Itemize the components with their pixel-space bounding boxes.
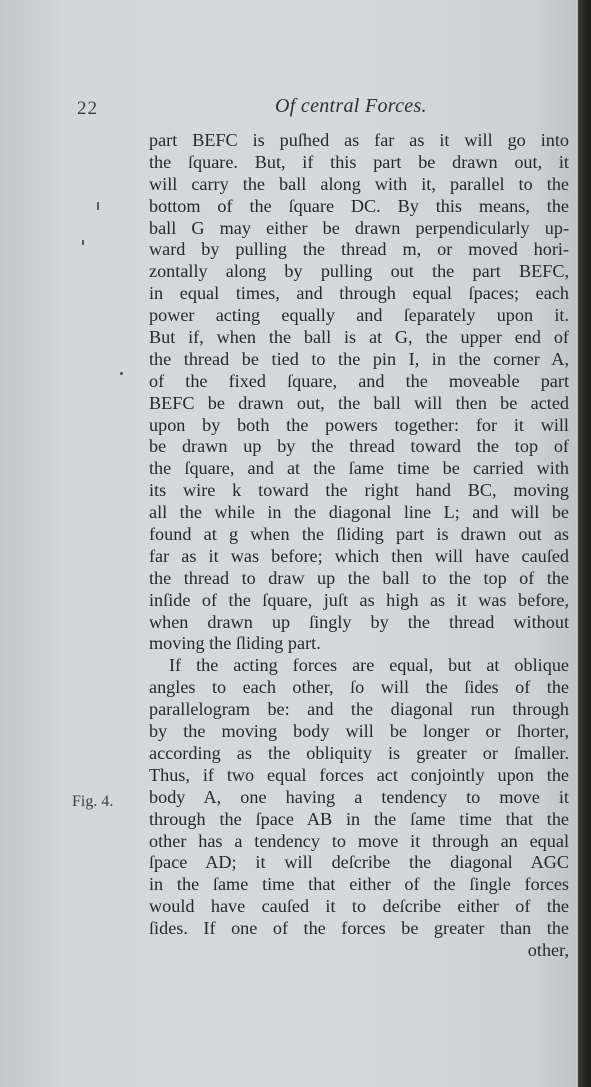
page-header [0, 92, 578, 122]
text-line: upon by both the powers together: for it will [149, 414, 569, 435]
text-line: ward by pulling the thread m, or moved hori- [149, 239, 569, 260]
text-line: would have cauſed it to deſcribe either of the [149, 896, 569, 917]
text-line: far as it was before; which then will have cauſed [149, 545, 569, 566]
text-line: according as the obliquity is greater or ſmaller. [149, 742, 569, 763]
figure-reference-note: Fig. 4. [72, 793, 114, 810]
text-line: parallelogram be: and the diagonal run through [149, 699, 569, 720]
text-line: angles to each other, ſo will the ſides of the [149, 677, 569, 698]
ink-mark [82, 240, 84, 245]
text-line: power acting equally and ſeparately upon it. [149, 305, 569, 326]
text-line: its wire k toward the right hand BC, moving [149, 480, 569, 501]
text-line: through the ſpace AB in the ſame time that the [149, 808, 569, 829]
text-line: If the acting forces are equal, but at oblique [169, 655, 569, 676]
text-line: other has a tendency to move it through an equal [149, 830, 569, 851]
text-line: found at g when the ſliding part is drawn out as [149, 524, 569, 545]
text-line: the thread be tied to the pin I, in the corner A, [149, 348, 569, 369]
text-line: ball G may either be drawn perpendicularly up- [149, 217, 569, 238]
text-line: Thus, if two equal forces act conjointly upon the [149, 764, 569, 785]
body-text [149, 130, 569, 962]
text-line: bottom of the ſquare DC. By this means, the [149, 195, 569, 216]
page-number: 22 [77, 98, 98, 119]
text-line: all the while in the diagonal line L; and will be [149, 502, 569, 523]
text-line: body A, one having a tendency to move it [149, 786, 569, 807]
text-line: zontally along by pulling out the part BEFC, [149, 261, 569, 282]
text-line: in equal times, and through equal ſpaces; each [149, 283, 569, 304]
book-spine-shadow [578, 0, 591, 1087]
ink-speck [120, 372, 123, 375]
text-line: be drawn up by the thread toward the top of [149, 436, 569, 457]
ink-mark [97, 202, 99, 210]
text-line: inſide of the ſquare, juſt as high as it was before, [149, 589, 569, 610]
text-line: ſides. If one of the forces be greater than the [149, 918, 569, 939]
text-line: ſpace AD; it will deſcribe the diagonal AGC [149, 852, 569, 873]
text-line: the ſquare. But, if this part be drawn out, it [149, 151, 569, 172]
catchword: other, [527, 939, 569, 960]
text-line: in the ſame time that either of the ſingle forces [149, 874, 569, 895]
text-line: the thread to draw up the ball to the top of the [149, 567, 569, 588]
text-line: moving the ſliding part. [149, 633, 321, 654]
text-line: by the moving body will be longer or ſhorter, [149, 721, 569, 742]
text-line: when drawn up ſingly by the thread without [149, 611, 569, 632]
running-head: Of central Forces. [275, 95, 427, 117]
text-line: will carry the ball along with it, parallel to the [149, 173, 569, 194]
text-line: of the fixed ſquare, and the moveable part [149, 370, 569, 391]
text-line: But if, when the ball is at G, the upper end of [149, 327, 569, 348]
text-line: part BEFC is puſhed as far as it will go into [149, 130, 569, 150]
text-line: the ſquare, and at the ſame time be carried with [149, 458, 569, 479]
text-line: BEFC be drawn out, the ball will then be acted [149, 392, 569, 413]
